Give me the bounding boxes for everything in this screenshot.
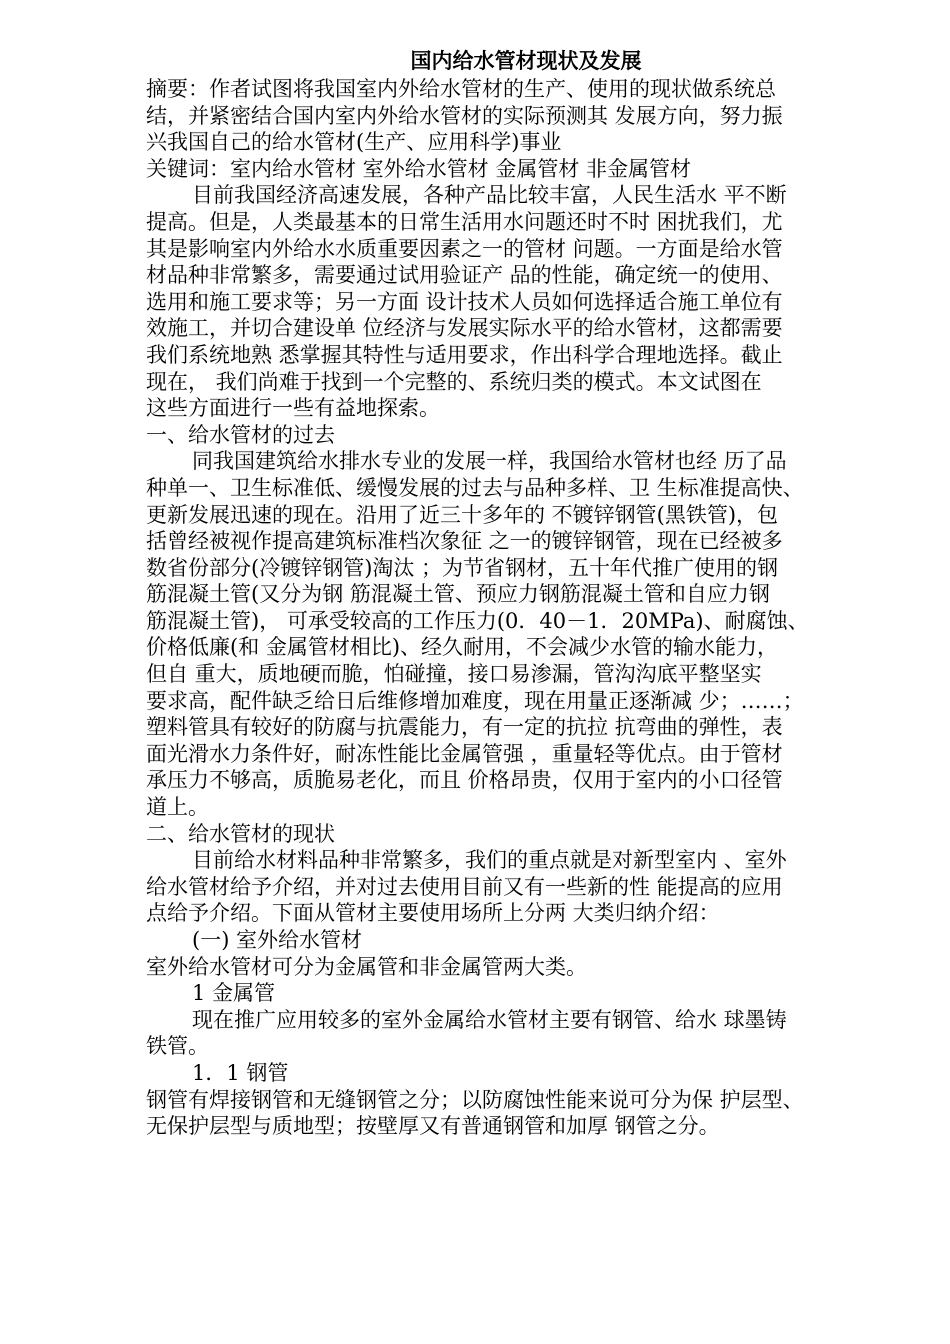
text-line: 钢管有焊接钢管和无缝钢管之分；以防腐蚀性能来说可分为保 护层型、 bbox=[146, 1087, 804, 1112]
text-line: 种单一、卫生标准低、缓慢发展的过去与品种多样、卫 生标准提高快、 bbox=[146, 475, 804, 500]
text-line: 这些方面进行一些有益地探索。 bbox=[146, 396, 440, 421]
text-line: 铁管。 bbox=[146, 1034, 209, 1059]
document-title: 国内给水管材现状及发展 bbox=[410, 48, 642, 73]
text-line: 一、给水管材的过去 bbox=[146, 422, 335, 447]
text-line: 材品种非常繁多，需要通过试用验证产 品的性能，确定统一的使用、 bbox=[146, 263, 783, 288]
text-line: 无保护层型与质地型；按壁厚又有普通钢管和加厚 钢管之分。 bbox=[146, 1114, 720, 1139]
text-line: 面光滑水力条件好，耐冻性能比金属管强 ，重量轻等优点。由于管材 bbox=[146, 741, 783, 766]
text-line: 括曾经被视作提高建筑标准档次象征 之一的镀锌钢管，现在已经被多 bbox=[146, 529, 783, 554]
text-line: 目前给水材料品种非常繁多，我们的重点就是对新型室内 、室外 bbox=[192, 848, 787, 873]
text-line: 塑料管具有较好的防腐与抗震能力，有一定的抗拉 抗弯曲的弹性，表 bbox=[146, 715, 783, 740]
text-line: 室外给水管材可分为金属管和非金属管两大类。 bbox=[146, 954, 587, 979]
text-line: 给水管材给予介绍，并对过去使用目前又有一些新的性 能提高的应用 bbox=[146, 874, 783, 899]
text-line: 兴我国自己的给水管材(生产、应用科学)事业 bbox=[146, 130, 562, 155]
text-line: 二、给水管材的现状 bbox=[146, 821, 335, 846]
text-line: 我们系统地熟 悉掌握其特性与适用要求，作出科学合理地选择。截止 bbox=[146, 342, 783, 367]
text-line: (一) 室外给水管材 bbox=[192, 928, 363, 952]
text-line: 但自 重大，质地硬而脆，怕碰撞，接口易渗漏，管沟沟底平整坚实 bbox=[146, 662, 762, 687]
text-line: 价格低廉(和 金属管材相比)、经久耐用，不会减少水管的输水能力， bbox=[146, 635, 779, 660]
text-line: 数省份部分(冷镀锌钢管)淘汰 ；为节省钢材，五十年代推广使用的钢 bbox=[146, 555, 779, 580]
text-line: 现在推广应用较多的室外金属给水管材主要有钢管、给水 球墨铸 bbox=[192, 1007, 787, 1032]
text-line: 结，并紧密结合国内室内外给水管材的实际预测其 发展方向，努力振 bbox=[146, 103, 783, 128]
text-line: 1 金属管 bbox=[192, 981, 276, 1006]
document-page bbox=[146, 46, 886, 1140]
text-line: 筋混凝土管)， 可承受较高的工作压力(0．40－1．20MPa)、耐腐蚀、 bbox=[146, 608, 809, 633]
text-line: 筋混凝土管(又分为钢 筋混凝土管、预应力钢筋混凝土管和自应力钢 bbox=[146, 582, 770, 607]
text-line: 同我国建筑给水排水专业的发展一样，我国给水管材也经 历了品 bbox=[192, 449, 787, 474]
text-line: 提高。但是，人类最基本的日常生活用水问题还时不时 困扰我们，尤 bbox=[146, 209, 783, 234]
text-line: 现在， 我们尚难于找到一个完整的、系统归类的模式。本文试图在 bbox=[146, 369, 762, 394]
document-body bbox=[146, 76, 886, 1140]
text-line: 关键词：室内给水管材 室外给水管材 金属管材 非金属管材 bbox=[146, 156, 692, 181]
text-line: 选用和施工要求等；另一方面 设计技术人员如何选择适合施工单位有 bbox=[146, 289, 783, 314]
text-line: 道上。 bbox=[146, 795, 209, 820]
text-line: 摘要：作者试图将我国室内外给水管材的生产、使用的现状做系统总 bbox=[146, 77, 776, 101]
text-line: 目前我国经济高速发展，各种产品比较丰富，人民生活水 平不断 bbox=[192, 183, 787, 208]
text-line: 其是影响室内外给水水质重要因素之一的管材 问题。一方面是给水管 bbox=[146, 236, 783, 261]
text-line: 点给予介绍。下面从管材主要使用场所上分两 大类归纳介绍： bbox=[146, 901, 720, 926]
text-line: 要求高，配件缺乏给日后维修增加难度，现在用量正逐渐减 少；……； bbox=[146, 688, 804, 713]
text-line: 承压力不够高，质脆易老化，而且 价格昂贵，仅用于室内的小口径管 bbox=[146, 768, 783, 793]
text-line: 更新发展迅速的现在。沿用了近三十多年的 不镀锌钢管(黑铁管)，包 bbox=[146, 502, 779, 527]
text-line: 效施工，并切合建设单 位经济与发展实际水平的给水管材，这都需要 bbox=[146, 316, 783, 341]
text-line: 1．1 钢管 bbox=[192, 1060, 289, 1085]
